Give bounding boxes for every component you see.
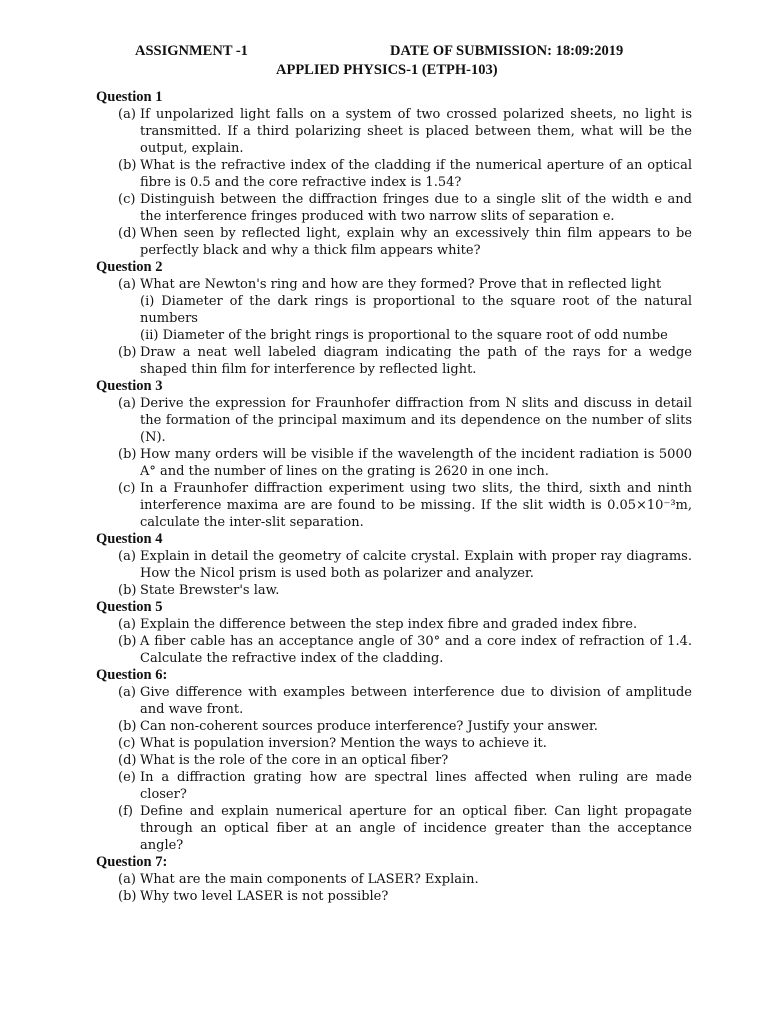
- item-label: (b): [118, 889, 137, 904]
- question-item: [96, 871, 692, 888]
- question-heading: Question 1: [96, 89, 163, 105]
- question-list: [96, 89, 696, 905]
- item-label: (d): [118, 226, 137, 241]
- item-text: What is the role of the core in an optical fiber?: [140, 753, 449, 768]
- question-item: [96, 225, 692, 259]
- submission-date: DATE OF SUBMISSION: 18:09:2019: [390, 43, 624, 59]
- question-heading: Question 4: [96, 531, 163, 547]
- item-text: State Brewster's law.: [140, 583, 280, 598]
- item-text: Give difference with examples between interference due to division of amplitude and wave front.: [140, 685, 692, 717]
- question-item: [96, 769, 692, 803]
- item-text: Derive the expression for Fraunhofer diffraction from N slits and discuss in detail the formation of the principal maximum and its dependence on the number of slits (N).: [140, 396, 692, 445]
- course-title: APPLIED PHYSICS-1 (ETPH-103): [276, 62, 498, 78]
- item-text: In a diffraction grating how are spectral lines affected when ruling are made closer?: [140, 770, 692, 802]
- assignment-title: ASSIGNMENT -1: [135, 43, 248, 59]
- question-heading: Question 6:: [96, 667, 168, 683]
- item-text: A fiber cable has an acceptance angle of 30° and a core index of refraction of 1.4. Calculate the refractive index of the cladding.: [140, 634, 692, 666]
- item-label: (f): [118, 804, 133, 819]
- question-item: [96, 106, 692, 157]
- item-label: (b): [118, 158, 137, 173]
- question-item: [96, 582, 692, 599]
- item-label: (b): [118, 634, 137, 649]
- item-label: (b): [118, 447, 137, 462]
- item-text: How many orders will be visible if the wavelength of the incident radiation is 5000 A° and the number of lines on the grating is 2620 in one inch.: [140, 447, 692, 479]
- question-heading: Question 2: [96, 259, 163, 275]
- item-label: (a): [118, 685, 136, 700]
- item-label: (a): [118, 107, 136, 122]
- item-text: What are Newton's ring and how are they formed? Prove that in reflected light: [140, 277, 662, 292]
- item-text: When seen by reflected light, explain why an excessively thin film appears to be perfectly black and why a thick film appears white?: [140, 226, 692, 258]
- item-text: Distinguish between the diffraction fringes due to a single slit of the width e and the interference fringes produced with two narrow slits of separation e.: [140, 192, 692, 224]
- question-item: [96, 888, 692, 905]
- item-label: (c): [118, 192, 136, 207]
- item-label: (c): [118, 736, 136, 751]
- item-text: What is population inversion? Mention the ways to achieve it.: [140, 736, 547, 751]
- item-label: (b): [118, 719, 137, 734]
- sub-item: (i) Diameter of the dark rings is proportional to the square root of the natural numbers: [140, 294, 692, 326]
- item-text: What is the refractive index of the cladding if the numerical aperture of an optical fibre is 0.5 and the core refractive index is 1.54?: [140, 158, 692, 190]
- item-text: Define and explain numerical aperture for an optical fiber. Can light propagate through an optical fiber at an angle of incidence greater than the acceptance angle?: [140, 804, 692, 853]
- item-text: Draw a neat well labeled diagram indicating the path of the rays for a wedge shaped thin film for interference by reflected light.: [140, 345, 692, 377]
- item-text: In a Fraunhofer diffraction experiment using two slits, the third, sixth and ninth interference maxima are are found to be missing. If the slit width is 0.05×10⁻³m, calculate the inter-slit separation.: [140, 481, 692, 530]
- question-heading: Question 5: [96, 599, 163, 615]
- question-item: [96, 276, 692, 293]
- question-item: [96, 718, 692, 735]
- item-label: (b): [118, 345, 137, 360]
- item-label: (e): [118, 770, 136, 785]
- question-item: [96, 616, 692, 633]
- item-text: What are the main components of LASER? Explain.: [140, 872, 479, 887]
- item-label: (a): [118, 549, 136, 564]
- item-text: Explain in detail the geometry of calcite crystal. Explain with proper ray diagrams. How the Nicol prism is used both as polarizer and analyzer.: [140, 549, 692, 581]
- item-text: Explain the difference between the step index fibre and graded index fibre.: [140, 617, 638, 632]
- item-label: (a): [118, 617, 136, 632]
- item-text: Can non-coherent sources produce interference? Justify your answer.: [140, 719, 598, 734]
- question-item: [96, 344, 692, 378]
- question-item: [96, 803, 692, 854]
- question-item: [96, 752, 692, 769]
- item-label: (d): [118, 753, 137, 768]
- question-item: [96, 480, 692, 531]
- question-item: [96, 395, 692, 446]
- question-heading: Question 7:: [96, 854, 168, 870]
- question-heading: Question 3: [96, 378, 163, 394]
- item-text: Why two level LASER is not possible?: [140, 889, 389, 904]
- question-item: [96, 157, 692, 191]
- sub-item: (ii) Diameter of the bright rings is proportional to the square root of odd numbe: [140, 328, 668, 343]
- question-item: [96, 633, 692, 667]
- item-label: (a): [118, 872, 136, 887]
- item-label: (c): [118, 481, 136, 496]
- question-item: [96, 191, 692, 225]
- item-label: (a): [118, 396, 136, 411]
- item-text: If unpolarized light falls on a system of two crossed polarized sheets, no light is transmitted. If a third polarizing sheet is placed between them, what will be the output, explain.: [140, 107, 692, 156]
- question-item: [96, 548, 692, 582]
- question-item: [96, 735, 692, 752]
- question-item: [96, 684, 692, 718]
- question-item: [96, 446, 692, 480]
- item-label: (a): [118, 277, 136, 292]
- item-label: (b): [118, 583, 137, 598]
